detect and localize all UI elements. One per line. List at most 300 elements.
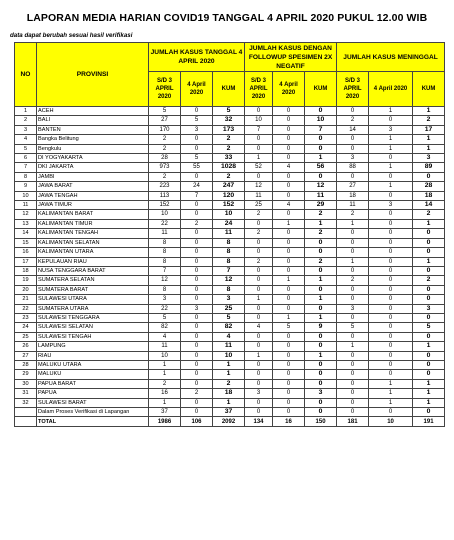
count-value: 0 (273, 304, 305, 313)
kum-value: 1 (305, 295, 337, 304)
kum-value: 0 (305, 398, 337, 407)
kum-value: 0 (413, 408, 445, 417)
table-row (15, 257, 445, 266)
count-value: 4 (245, 323, 273, 332)
count-value: 8 (149, 248, 181, 257)
count-value: 10 (149, 210, 181, 219)
row-number: 16 (15, 248, 37, 257)
province-name: BALI (37, 116, 149, 125)
row-number: 12 (15, 210, 37, 219)
kum-value: 3 (305, 389, 337, 398)
province-name: SULAWESI UTARA (37, 295, 149, 304)
count-value: 0 (369, 276, 413, 285)
count-value: 0 (245, 370, 273, 379)
count-value: 11 (337, 201, 369, 210)
count-value: 0 (337, 238, 369, 247)
table-row (15, 266, 445, 275)
count-value: 0 (369, 332, 413, 341)
kum-value: 0 (413, 360, 445, 369)
count-value: 2 (245, 210, 273, 219)
count-value: 4 (273, 201, 305, 210)
row-number: 6 (15, 154, 37, 163)
count-value: 0 (369, 219, 413, 228)
table-row (15, 182, 445, 191)
count-value: 27 (337, 182, 369, 191)
count-value: 22 (149, 219, 181, 228)
kum-value: 1 (305, 276, 337, 285)
count-value: 1 (149, 398, 181, 407)
kum-value: 7 (305, 125, 337, 134)
count-value: 0 (245, 332, 273, 341)
count-value: 12 (149, 276, 181, 285)
province-name: PAPUA BARAT (37, 379, 149, 388)
kum-value: 25 (213, 304, 245, 313)
kum-value: 37 (213, 408, 245, 417)
count-value: 0 (181, 257, 213, 266)
count-value: 1 (273, 313, 305, 322)
total-cell: 181 (337, 417, 369, 427)
count-value: 0 (181, 107, 213, 116)
count-value: 1 (337, 257, 369, 266)
count-value: 0 (337, 248, 369, 257)
kum-value: 89 (413, 163, 445, 172)
province-name: KEPULAUAN RIAU (37, 257, 149, 266)
row-number: 27 (15, 351, 37, 360)
count-value: 27 (149, 116, 181, 125)
report-title: LAPORAN MEDIA HARIAN COVID19 TANGGAL 4 APRIL 2020 PUKUL 12.00 WIB (26, 12, 428, 24)
table-row (15, 295, 445, 304)
table-row (15, 313, 445, 322)
kum-value: 2 (413, 210, 445, 219)
count-value: 4 (273, 163, 305, 172)
table-row (15, 107, 445, 116)
count-value: 52 (245, 163, 273, 172)
province-name: SULAWESI BARAT (37, 398, 149, 407)
count-value: 0 (337, 229, 369, 238)
row-number: 17 (15, 257, 37, 266)
count-value: 0 (369, 304, 413, 313)
kum-value: 11 (213, 342, 245, 351)
row-number: 5 (15, 144, 37, 153)
province-name: DI YOGYAKARTA (37, 154, 149, 163)
count-value: 0 (181, 342, 213, 351)
count-value: 0 (181, 398, 213, 407)
row-number: 3 (15, 125, 37, 134)
count-value: 0 (273, 266, 305, 275)
count-value: 0 (245, 360, 273, 369)
count-value: 0 (273, 285, 305, 294)
province-name: SULAWESI TENGAH (37, 332, 149, 341)
header-no: NO (15, 43, 37, 107)
kum-value: 0 (305, 370, 337, 379)
kum-value: 0 (305, 248, 337, 257)
count-value: 0 (273, 370, 305, 379)
table-row (15, 408, 445, 417)
kum-value: 11 (305, 191, 337, 200)
kum-value: 4 (213, 332, 245, 341)
kum-value: 5 (413, 323, 445, 332)
count-value: 2 (181, 389, 213, 398)
header-sd3: S/D 3 APRIL 2020 (245, 72, 273, 107)
count-value: 0 (181, 248, 213, 257)
kum-value: 0 (305, 360, 337, 369)
count-value: 0 (273, 332, 305, 341)
table-row (15, 370, 445, 379)
count-value: 2 (245, 229, 273, 238)
count-value: 1 (245, 154, 273, 163)
table-row (15, 201, 445, 210)
province-name: DKI JAKARTA (37, 163, 149, 172)
kum-value: 0 (305, 332, 337, 341)
row-number: 22 (15, 304, 37, 313)
count-value: 1 (245, 351, 273, 360)
header-provinsi: PROVINSI (37, 43, 149, 107)
table-row (15, 304, 445, 313)
kum-value: 0 (413, 248, 445, 257)
header-sd3: S/D 3 APRIL 2020 (149, 72, 181, 107)
count-value: 0 (337, 107, 369, 116)
total-no (15, 417, 37, 427)
count-value: 0 (245, 248, 273, 257)
count-value: 170 (149, 125, 181, 134)
count-value: 0 (245, 238, 273, 247)
kum-value: 10 (213, 210, 245, 219)
kum-value: 8 (213, 285, 245, 294)
table-row (15, 154, 445, 163)
table-row (15, 332, 445, 341)
kum-value: 82 (213, 323, 245, 332)
table-row (15, 360, 445, 369)
kum-value: 2 (213, 379, 245, 388)
count-value: 0 (245, 107, 273, 116)
kum-value: 8 (213, 248, 245, 257)
province-name: PAPUA (37, 389, 149, 398)
row-number: 24 (15, 323, 37, 332)
count-value: 18 (337, 191, 369, 200)
count-value: 0 (245, 379, 273, 388)
count-value: 0 (337, 370, 369, 379)
count-value: 0 (273, 408, 305, 417)
count-value: 0 (181, 266, 213, 275)
table-row (15, 135, 445, 144)
count-value: 5 (337, 323, 369, 332)
count-value: 0 (369, 313, 413, 322)
table-row (15, 379, 445, 388)
count-value: 2 (181, 219, 213, 228)
count-value: 0 (181, 323, 213, 332)
count-value: 14 (337, 125, 369, 134)
count-value: 0 (181, 313, 213, 322)
header-group-cases: JUMLAH KASUS TANGGAL 4 APRIL 2020 (149, 43, 245, 72)
count-value: 0 (273, 144, 305, 153)
kum-value: 1 (413, 389, 445, 398)
count-value: 10 (149, 351, 181, 360)
count-value: 3 (337, 154, 369, 163)
province-name: KALIMANTAN UTARA (37, 248, 149, 257)
count-value: 0 (369, 257, 413, 266)
kum-value: 24 (213, 219, 245, 228)
kum-value: 1 (413, 257, 445, 266)
count-value: 0 (181, 351, 213, 360)
total-label: TOTAL (37, 417, 149, 427)
kum-value: 1 (213, 360, 245, 369)
kum-value: 2 (305, 257, 337, 266)
count-value: 0 (181, 276, 213, 285)
count-value: 0 (273, 172, 305, 181)
count-value: 1 (337, 219, 369, 228)
count-value: 1 (273, 276, 305, 285)
count-value: 25 (245, 201, 273, 210)
count-value: 0 (273, 379, 305, 388)
count-value: 0 (181, 201, 213, 210)
kum-value: 247 (213, 182, 245, 191)
count-value: 2 (149, 379, 181, 388)
kum-value: 1 (213, 398, 245, 407)
count-value: 0 (273, 107, 305, 116)
count-value: 3 (369, 125, 413, 134)
count-value: 7 (181, 191, 213, 200)
header-sd3: S/D 3 APRIL 2020 (337, 72, 369, 107)
kum-value: 0 (305, 107, 337, 116)
count-value: 0 (273, 248, 305, 257)
kum-value: 0 (413, 285, 445, 294)
kum-value: 1 (413, 144, 445, 153)
count-value: 5 (149, 313, 181, 322)
province-name: SULAWESI TENGGARA (37, 313, 149, 322)
kum-value: 0 (413, 370, 445, 379)
count-value: 3 (149, 295, 181, 304)
count-value: 1 (149, 360, 181, 369)
table-row (15, 351, 445, 360)
row-number: 10 (15, 191, 37, 200)
header-kum: KUM (305, 72, 337, 107)
count-value: 1 (245, 295, 273, 304)
count-value: 5 (181, 154, 213, 163)
table-row (15, 210, 445, 219)
row-number: 18 (15, 266, 37, 275)
count-value: 0 (369, 351, 413, 360)
kum-value: 0 (305, 379, 337, 388)
count-value: 0 (245, 172, 273, 181)
kum-value: 0 (413, 351, 445, 360)
count-value: 0 (245, 266, 273, 275)
count-value: 3 (181, 304, 213, 313)
kum-value: 1 (213, 370, 245, 379)
verification-note: data dapat berubah sesuai hasil verifikasi (10, 32, 133, 39)
count-value: 0 (181, 172, 213, 181)
kum-value: 2 (413, 276, 445, 285)
count-value: 0 (273, 116, 305, 125)
row-number: 19 (15, 276, 37, 285)
kum-value: 32 (213, 116, 245, 125)
header-group-deaths: JUMLAH KASUS MENINGGAL (337, 43, 445, 72)
count-value: 0 (337, 313, 369, 322)
province-name: ACEH (37, 107, 149, 116)
count-value: 0 (181, 295, 213, 304)
row-number: 2 (15, 116, 37, 125)
kum-value: 17 (413, 125, 445, 134)
count-value: 0 (181, 285, 213, 294)
count-value: 82 (149, 323, 181, 332)
count-value: 0 (369, 360, 413, 369)
count-value: 3 (369, 201, 413, 210)
kum-value: 18 (213, 389, 245, 398)
count-value: 0 (337, 379, 369, 388)
count-value: 0 (273, 191, 305, 200)
count-value: 0 (273, 210, 305, 219)
province-name: BANTEN (37, 125, 149, 134)
province-name: SULAWESI SELATAN (37, 323, 149, 332)
province-name: MALUKU (37, 370, 149, 379)
row-number: 20 (15, 285, 37, 294)
kum-value: 0 (305, 144, 337, 153)
province-name: JAWA BARAT (37, 182, 149, 191)
header-kum: KUM (213, 72, 245, 107)
count-value: 24 (181, 182, 213, 191)
province-name: SUMATERA UTARA (37, 304, 149, 313)
count-value: 0 (369, 408, 413, 417)
row-number: 14 (15, 229, 37, 238)
count-value: 37 (149, 408, 181, 417)
count-value: 0 (369, 342, 413, 351)
kum-value: 11 (213, 229, 245, 238)
kum-value: 7 (213, 266, 245, 275)
kum-value: 18 (413, 191, 445, 200)
covid-report-table (14, 42, 445, 427)
count-value: 0 (337, 389, 369, 398)
kum-value: 0 (413, 238, 445, 247)
province-name: JAWA TENGAH (37, 191, 149, 200)
kum-value: 0 (305, 408, 337, 417)
count-value: 0 (337, 398, 369, 407)
kum-value: 0 (305, 172, 337, 181)
count-value: 0 (337, 285, 369, 294)
row-number: 23 (15, 313, 37, 322)
total-cell: 1986 (149, 417, 181, 427)
total-cell: 16 (273, 417, 305, 427)
table-row (15, 125, 445, 134)
count-value: 0 (337, 408, 369, 417)
count-value: 4 (149, 332, 181, 341)
count-value: 0 (369, 295, 413, 304)
count-value: 28 (149, 154, 181, 163)
kum-value: 1 (305, 219, 337, 228)
table-row (15, 323, 445, 332)
count-value: 113 (149, 191, 181, 200)
count-value: 0 (245, 342, 273, 351)
count-value: 0 (181, 370, 213, 379)
kum-value: 1028 (213, 163, 245, 172)
count-value: 0 (181, 229, 213, 238)
kum-value: 1 (413, 379, 445, 388)
count-value: 1 (337, 342, 369, 351)
count-value: 5 (149, 107, 181, 116)
count-value: 0 (245, 313, 273, 322)
count-value: 0 (337, 135, 369, 144)
count-value: 11 (149, 342, 181, 351)
table-row (15, 389, 445, 398)
count-value: 0 (273, 389, 305, 398)
count-value: 0 (369, 210, 413, 219)
kum-value: 14 (413, 201, 445, 210)
kum-value: 3 (413, 154, 445, 163)
count-value: 0 (245, 276, 273, 285)
count-value: 0 (273, 182, 305, 191)
kum-value: 1 (305, 313, 337, 322)
count-value: 1 (369, 379, 413, 388)
count-value: 0 (273, 229, 305, 238)
kum-value: 1 (413, 135, 445, 144)
count-value: 8 (149, 285, 181, 294)
total-cell: 10 (369, 417, 413, 427)
kum-value: 0 (305, 285, 337, 294)
province-name: Bangka Belitung (37, 135, 149, 144)
row-number: 30 (15, 379, 37, 388)
kum-value: 56 (305, 163, 337, 172)
kum-value: 3 (213, 295, 245, 304)
row-number: 31 (15, 389, 37, 398)
total-cell: 150 (305, 417, 337, 427)
count-value: 0 (337, 295, 369, 304)
count-value: 0 (273, 257, 305, 266)
kum-value: 1 (305, 351, 337, 360)
count-value: 0 (273, 154, 305, 163)
count-value: 0 (369, 154, 413, 163)
count-value: 0 (369, 370, 413, 379)
table-row (15, 191, 445, 200)
count-value: 0 (181, 379, 213, 388)
header-apr4: 4 April 2020 (181, 72, 213, 107)
province-name: KALIMANTAN SELATAN (37, 238, 149, 247)
row-number: 1 (15, 107, 37, 116)
province-name: NUSA TENGGARA BARAT (37, 266, 149, 275)
count-value: 0 (181, 144, 213, 153)
count-value: 11 (245, 191, 273, 200)
count-value: 1 (369, 182, 413, 191)
count-value: 1 (369, 144, 413, 153)
count-value: 0 (181, 135, 213, 144)
count-value: 0 (245, 285, 273, 294)
row-number: 9 (15, 182, 37, 191)
count-value: 55 (181, 163, 213, 172)
row-number: 4 (15, 135, 37, 144)
kum-value: 28 (413, 182, 445, 191)
kum-value: 0 (305, 238, 337, 247)
kum-value: 3 (413, 304, 445, 313)
kum-value: 12 (213, 276, 245, 285)
table-row (15, 219, 445, 228)
kum-value: 33 (213, 154, 245, 163)
count-value: 0 (273, 125, 305, 134)
kum-value: 0 (305, 342, 337, 351)
province-name: Bengkulu (37, 144, 149, 153)
total-cell: 106 (181, 417, 213, 427)
count-value: 0 (337, 144, 369, 153)
table-row (15, 116, 445, 125)
count-value: 0 (273, 360, 305, 369)
count-value: 2 (337, 276, 369, 285)
province-name: JAWA TIMUR (37, 201, 149, 210)
kum-value: 0 (413, 332, 445, 341)
kum-value: 2 (305, 210, 337, 219)
count-value: 973 (149, 163, 181, 172)
total-cell: 2092 (213, 417, 245, 427)
count-value: 0 (273, 238, 305, 247)
table-row (15, 172, 445, 181)
count-value: 3 (181, 125, 213, 134)
count-value: 0 (273, 342, 305, 351)
kum-value: 0 (413, 313, 445, 322)
